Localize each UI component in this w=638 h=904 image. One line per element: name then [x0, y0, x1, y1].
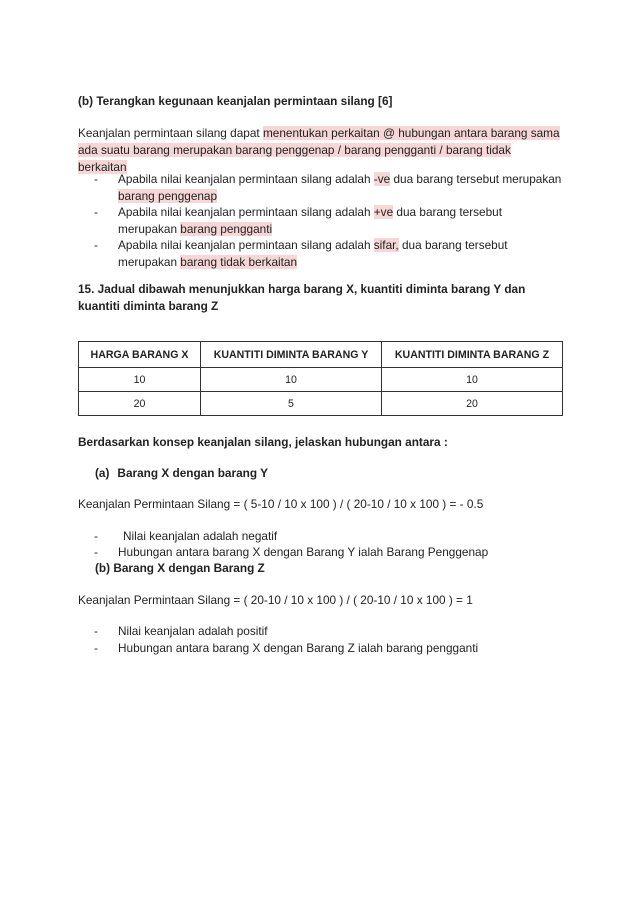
bullet-3-text-c: merupakan: [118, 255, 181, 269]
bullet-3-highlight-sign: sifar,: [373, 238, 399, 252]
bullet-3-line-2: [118, 254, 297, 271]
paragraph-line-2: [78, 142, 568, 159]
bullet-dash: -: [94, 238, 98, 252]
table-cell: 10: [201, 368, 382, 392]
part-a-formula: Keanjalan Permintaan Silang = ( 5-10 / 10 x 100 ) / ( 20-10 / 10 x 100 ) = - 0.5: [78, 497, 484, 511]
bullet-dash: -: [94, 624, 98, 638]
bullet-1-line-2: [118, 188, 217, 205]
question-15: [78, 281, 568, 315]
bullet-2-text-a: Apabila nilai keanjalan permintaan silang adalah: [118, 205, 374, 219]
table-cell: 5: [201, 392, 382, 416]
bullet-3-line-1: [118, 237, 508, 254]
question-15-line-1: 15. Jadual dibawah menunjukkan harga barang X, kuantiti diminta barang Y dan: [78, 282, 526, 296]
paragraph-highlight-3: berkaitan: [78, 160, 127, 174]
bullet-3-text-b: dua barang tersebut: [398, 238, 508, 252]
part-b-formula: Keanjalan Permintaan Silang = ( 20-10 / 10 x 100 ) / ( 20-10 / 10 x 100 ) = 1: [78, 593, 473, 607]
bullet-dash: -: [94, 545, 98, 559]
part-a-label: (a): [95, 466, 110, 480]
section-b-heading: (b) Terangkan kegunaan keanjalan permintaan silang [6]: [78, 94, 393, 108]
bullet-1-text-b: dua barang tersebut merupakan: [390, 172, 562, 186]
table-cell: 10: [79, 368, 201, 392]
section-b-paragraph: [78, 125, 568, 176]
table-cell: 20: [79, 392, 201, 416]
table-header-cell: HARGA BARANG X: [79, 342, 201, 368]
bullet-2-highlight-sign: +ve: [373, 205, 394, 219]
part-a-title: Barang X dengan barang Y: [117, 466, 268, 480]
table-row: [79, 368, 563, 392]
paragraph-line-1-plain: Keanjalan permintaan silang dapat: [78, 126, 263, 140]
table-header-cell: KUANTITI DIMINTA BARANG Y: [201, 342, 382, 368]
part-a-point-2: Hubungan antara barang X dengan Barang Y ialah Barang Penggenap: [118, 545, 489, 559]
part-b-heading: (b) Barang X dengan Barang Z: [95, 561, 265, 575]
part-b-point-1: Nilai keanjalan adalah positif: [118, 624, 268, 638]
question-15-line-2: kuantiti diminta barang Z: [78, 299, 219, 313]
table-cell: 20: [382, 392, 563, 416]
bullet-2-text-c: merupakan: [118, 222, 181, 236]
bullet-2-highlight-result: barang pengganti: [180, 222, 273, 236]
price-quantity-table: [78, 341, 563, 416]
bullet-3-text-a: Apabila nilai keanjalan permintaan silang adalah: [118, 238, 374, 252]
part-a-heading: [95, 465, 268, 482]
instruction-text: Berdasarkan konsep keanjalan silang, jelaskan hubungan antara :: [78, 435, 448, 449]
bullet-1-highlight-result: barang penggenap: [118, 189, 218, 203]
bullet-2-text-b: dua barang tersebut: [393, 205, 503, 219]
table-header-cell: KUANTITI DIMINTA BARANG Z: [382, 342, 563, 368]
table-header-row: [79, 342, 563, 368]
table-cell: 10: [382, 368, 563, 392]
bullet-dash: -: [94, 172, 98, 186]
bullet-dash: -: [94, 529, 98, 543]
bullet-dash: -: [94, 205, 98, 219]
paragraph-highlight-2: ada suatu barang merupakan barang penggenap / barang pengganti / barang tidak: [78, 143, 511, 157]
bullet-2-line-2: [118, 221, 272, 238]
paragraph-highlight-1: menentukan perkaitan @ hubungan antara barang sama: [262, 126, 560, 140]
bullet-2-line-1: [118, 204, 502, 221]
part-b-point-2: Hubungan antara barang X dengan Barang Z ialah barang pengganti: [118, 641, 479, 655]
part-a-point-1: Nilai keanjalan adalah negatif: [123, 529, 278, 543]
paragraph-line-1: [78, 125, 568, 142]
bullet-3-highlight-result: barang tidak berkaitan: [180, 255, 298, 269]
bullet-1-line-1: [118, 171, 561, 188]
bullet-1-highlight-sign: -ve: [373, 172, 391, 186]
bullet-1-text-a: Apabila nilai keanjalan permintaan silang adalah: [118, 172, 374, 186]
table-row: [79, 392, 563, 416]
bullet-dash: -: [94, 641, 98, 655]
